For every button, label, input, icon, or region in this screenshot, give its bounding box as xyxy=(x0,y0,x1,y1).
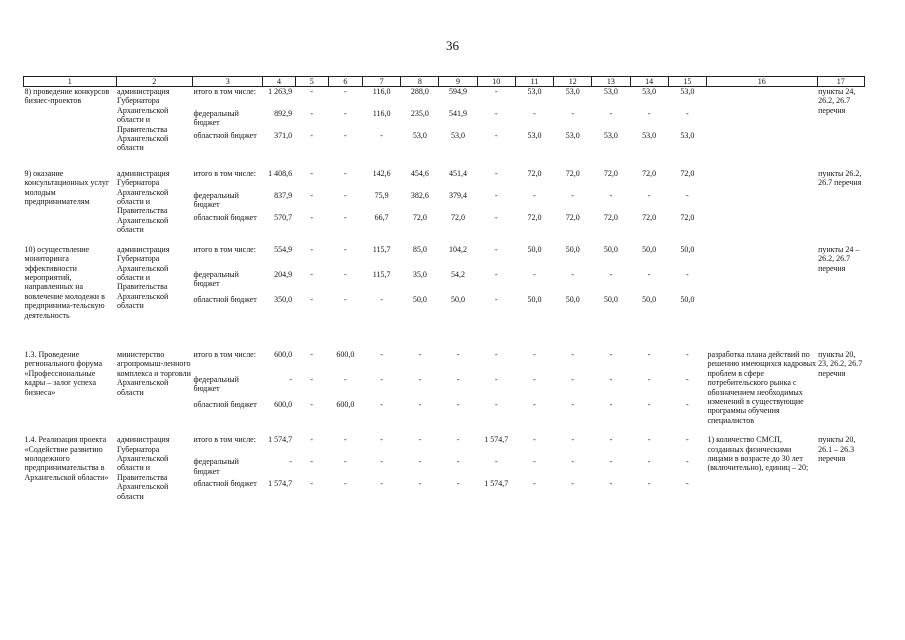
reference-items: пункты 20, 23, 26.2, 26.7 перечня xyxy=(818,349,863,378)
value-cell: - xyxy=(686,190,689,200)
value-cell: - xyxy=(609,108,613,118)
funding-source: итого в том числе: xyxy=(193,349,256,359)
value-cell: 50,0 xyxy=(527,294,542,304)
value-cell: 1 574,7 xyxy=(268,435,293,445)
value-cell: - xyxy=(310,130,314,140)
value-cell: - xyxy=(647,457,651,467)
reference-items: пункты 24, 26.2, 26.7 перечня xyxy=(818,87,856,115)
value-cell: - xyxy=(344,244,347,254)
funding-source: федеральный бюджет xyxy=(193,375,239,394)
spacer-cell xyxy=(24,425,865,435)
value-cell: - xyxy=(310,87,314,96)
value-cell: 50,0 xyxy=(565,294,580,304)
value-cell: - xyxy=(456,435,460,445)
value-cell: 66,7 xyxy=(374,212,389,222)
value-cell: - xyxy=(310,269,314,279)
value-cell: - xyxy=(571,349,575,359)
value-cell: 1 574,7 xyxy=(268,479,293,489)
value-cell: 53,0 xyxy=(527,87,542,96)
header-cell: 4 xyxy=(263,77,295,87)
value-cell: 50,0 xyxy=(680,244,695,254)
value-cell: 72,0 xyxy=(527,212,542,222)
value-cell: - xyxy=(494,349,498,359)
value-cell: - xyxy=(456,349,460,359)
value-cell: 235,0 xyxy=(410,108,429,118)
value-cell: - xyxy=(533,190,536,200)
value-cell: - xyxy=(571,108,575,118)
value-cell: - xyxy=(494,269,498,279)
value-cell: 600,0 xyxy=(274,349,293,359)
measure-name: 9) оказание консультационных услуг молодым предпринимателям xyxy=(24,168,110,207)
measure-name: 1.4. Реализация проекта «Содействие развитию молодежного предпринимательства в Архангельской области» xyxy=(24,435,109,482)
value-cell: 50,0 xyxy=(565,244,580,254)
funding-source: областной бюджет xyxy=(193,212,257,222)
value-cell: - xyxy=(289,457,293,467)
value-cell: 600,0 xyxy=(274,400,293,410)
value-cell: 1 574,7 xyxy=(484,479,509,489)
funding-source: итого в том числе: xyxy=(193,435,256,445)
value-cell: - xyxy=(647,190,651,200)
value-cell: 115,7 xyxy=(372,269,391,279)
row-spacer xyxy=(24,153,865,169)
header-cell: 8 xyxy=(401,77,439,87)
value-cell: 379,4 xyxy=(449,190,468,200)
header-cell: 11 xyxy=(515,77,553,87)
expected-result xyxy=(706,245,817,320)
value-cell: - xyxy=(533,108,536,118)
header-cell: 10 xyxy=(477,77,515,87)
value-cell: - xyxy=(344,130,347,140)
measure-name: 8) проведение конкурсов бизнес-проектов xyxy=(24,87,110,106)
value-cell: - xyxy=(344,190,347,200)
funding-source: областной бюджет xyxy=(193,400,257,410)
value-cell: - xyxy=(418,400,422,410)
value-cell: 53,0 xyxy=(412,130,427,140)
value-cell: 72,0 xyxy=(565,168,580,178)
value-cell: - xyxy=(494,244,498,254)
reference-items: пункты 26.2, 26.7 перечня xyxy=(818,168,862,188)
value-cell: - xyxy=(647,375,651,385)
header-cell: 7 xyxy=(362,77,400,87)
value-cell: - xyxy=(344,294,347,304)
value-cell: 53,0 xyxy=(603,87,618,96)
row-spacer xyxy=(24,235,865,245)
value-cell: 892,9 xyxy=(274,108,293,118)
value-cell: - xyxy=(571,269,575,279)
value-cell: 570,7 xyxy=(274,212,293,222)
value-cell: - xyxy=(418,435,422,445)
value-cell: 600,0 xyxy=(336,349,355,359)
value-cell: 53,0 xyxy=(680,130,695,140)
value-cell: - xyxy=(571,190,575,200)
value-cell: - xyxy=(310,168,314,178)
value-cell: - xyxy=(494,212,498,222)
reference-items: пункты 20, 26.1 – 26.3 перечня xyxy=(818,435,856,463)
value-cell: 35,0 xyxy=(412,269,427,279)
value-cell: - xyxy=(380,294,383,304)
value-cell: 142,6 xyxy=(372,168,391,178)
value-cell: - xyxy=(380,457,383,467)
header-cell: 2 xyxy=(116,77,192,87)
spacer-cell xyxy=(24,153,865,169)
value-cell: 454,6 xyxy=(410,168,429,178)
value-cell: - xyxy=(380,479,383,489)
funding-source: областной бюджет xyxy=(193,479,257,489)
value-cell: 53,0 xyxy=(451,130,466,140)
value-cell: - xyxy=(494,87,498,96)
value-cell: 72,0 xyxy=(451,212,466,222)
value-cell: - xyxy=(686,375,689,385)
value-cell: 53,0 xyxy=(642,130,657,140)
table-row xyxy=(24,245,865,270)
value-cell: - xyxy=(344,479,347,489)
value-cell: - xyxy=(344,168,347,178)
value-cell: - xyxy=(380,130,383,140)
funding-source: итого в том числе: xyxy=(193,244,256,254)
value-cell: - xyxy=(494,457,498,467)
header-cell: 5 xyxy=(295,77,328,87)
value-cell: 72,0 xyxy=(603,168,618,178)
value-cell: 451,4 xyxy=(449,168,468,178)
value-cell: - xyxy=(310,457,314,467)
value-cell: 72,0 xyxy=(680,212,695,222)
value-cell: - xyxy=(494,294,498,304)
value-cell: 288,0 xyxy=(410,87,429,96)
value-cell: - xyxy=(609,269,613,279)
value-cell: 53,0 xyxy=(565,87,580,96)
value-cell: - xyxy=(380,375,383,385)
value-cell: - xyxy=(609,479,613,489)
value-cell: 50,0 xyxy=(680,294,695,304)
funding-source: федеральный бюджет xyxy=(193,108,239,128)
page-number: 36 xyxy=(446,38,459,53)
value-cell: 50,0 xyxy=(412,294,427,304)
value-cell: 53,0 xyxy=(642,87,657,96)
funding-source: федеральный бюджет xyxy=(193,190,239,210)
value-cell: - xyxy=(533,269,536,279)
value-cell: - xyxy=(494,375,498,385)
value-cell: 116,0 xyxy=(372,108,391,118)
value-cell: - xyxy=(609,457,613,467)
funding-source: областной бюджет xyxy=(193,294,257,304)
value-cell: - xyxy=(686,400,689,410)
value-cell: 72,0 xyxy=(603,212,618,222)
header-cell: 6 xyxy=(328,77,362,87)
table-row xyxy=(24,435,865,457)
value-cell: - xyxy=(533,457,536,467)
value-cell: - xyxy=(571,457,575,467)
value-cell: - xyxy=(310,400,314,410)
value-cell: - xyxy=(344,87,347,96)
measure-name: 1.3. Проведение регионального форума «Профессиональные кадры – залог успеха бизнеса» xyxy=(24,349,103,397)
value-cell: - xyxy=(571,479,575,489)
value-cell: 54,2 xyxy=(451,269,466,279)
funding-source: федеральный бюджет xyxy=(193,269,239,289)
value-cell: - xyxy=(310,375,314,385)
value-cell: - xyxy=(289,375,293,385)
value-cell: - xyxy=(647,435,651,445)
value-cell: - xyxy=(380,400,383,410)
value-cell: 85,0 xyxy=(412,244,427,254)
header-cell: 12 xyxy=(554,77,592,87)
value-cell: - xyxy=(533,435,536,445)
value-cell: - xyxy=(686,435,689,445)
value-cell: - xyxy=(571,400,575,410)
value-cell: - xyxy=(310,190,314,200)
funding-source: итого в том числе: xyxy=(193,168,256,178)
value-cell: 50,0 xyxy=(603,244,618,254)
value-cell: 371,0 xyxy=(274,130,293,140)
value-cell: - xyxy=(609,375,613,385)
value-cell: - xyxy=(344,375,347,385)
value-cell: - xyxy=(647,269,651,279)
responsible-org: администрация Губернатора Архангельской области и Правительства Архангельской области xyxy=(117,87,170,153)
expected-result xyxy=(706,87,817,153)
value-cell: - xyxy=(533,479,536,489)
row-spacer xyxy=(24,320,865,350)
value-cell: - xyxy=(418,457,422,467)
table-row xyxy=(24,350,865,375)
value-cell: - xyxy=(310,479,314,489)
value-cell: - xyxy=(380,349,383,359)
value-cell: - xyxy=(344,457,347,467)
value-cell: - xyxy=(494,108,498,118)
expected-result: разработка плана действий по решению имеющихся кадровых проблем в сфере потребительского рынка с обозначением необходимых изменений в существующие программы обучения специалистов xyxy=(707,349,817,425)
value-cell: - xyxy=(456,400,460,410)
value-cell: 116,0 xyxy=(372,87,391,96)
value-cell: - xyxy=(310,435,314,445)
value-cell: 50,0 xyxy=(603,294,618,304)
value-cell: 72,0 xyxy=(565,212,580,222)
value-cell: 53,0 xyxy=(603,130,618,140)
header-cell: 16 xyxy=(706,77,817,87)
value-cell: - xyxy=(456,479,460,489)
table-row xyxy=(24,169,865,191)
reference-items: пункты 24 – 26.2, 26.7 перечня xyxy=(818,244,860,273)
value-cell: 204,9 xyxy=(274,269,293,279)
value-cell: - xyxy=(609,190,613,200)
table-row xyxy=(24,87,865,109)
value-cell: 53,0 xyxy=(527,130,542,140)
value-cell: 104,2 xyxy=(449,244,468,254)
value-cell: - xyxy=(344,108,347,118)
program-table xyxy=(23,76,865,501)
value-cell: 1 574,7 xyxy=(484,435,509,445)
value-cell: 75,9 xyxy=(374,190,389,200)
value-cell: - xyxy=(609,435,613,445)
value-cell: - xyxy=(686,457,689,467)
value-cell: - xyxy=(686,269,689,279)
value-cell: 1 408,6 xyxy=(268,168,293,178)
value-cell: - xyxy=(310,108,314,118)
responsible-org: администрация Губернатора Архангельской области и Правительства Архангельской области xyxy=(117,168,170,235)
value-cell: - xyxy=(686,108,689,118)
value-cell: 1 263,9 xyxy=(268,87,293,96)
header-row xyxy=(24,77,865,87)
value-cell: 594,9 xyxy=(449,87,468,96)
funding-source: федеральный бюджет xyxy=(193,457,239,476)
value-cell: - xyxy=(418,375,422,385)
value-cell: 50,0 xyxy=(642,244,657,254)
value-cell: 72,0 xyxy=(527,168,542,178)
value-cell: - xyxy=(533,375,536,385)
value-cell: - xyxy=(647,108,651,118)
value-cell: - xyxy=(344,212,347,222)
header-cell: 1 xyxy=(24,77,117,87)
value-cell: - xyxy=(686,479,689,489)
measure-name: 10) осуществление мониторинга эффективности мероприятий, направленных на вовлечение молодежи в предпринима-тельскую деятельность xyxy=(24,244,105,320)
value-cell: - xyxy=(647,479,651,489)
funding-source: областной бюджет xyxy=(193,130,257,140)
value-cell: - xyxy=(494,400,498,410)
value-cell: 72,0 xyxy=(412,212,427,222)
responsible-org: администрация Губернатора Архангельской области и Правительства Архангельской области xyxy=(117,244,170,311)
value-cell: - xyxy=(310,244,314,254)
header-cell: 15 xyxy=(668,77,706,87)
value-cell: 50,0 xyxy=(527,244,542,254)
value-cell: 72,0 xyxy=(642,212,657,222)
header-cell: 13 xyxy=(592,77,630,87)
value-cell: 541,9 xyxy=(449,108,468,118)
value-cell: 72,0 xyxy=(642,168,657,178)
value-cell: - xyxy=(418,479,422,489)
value-cell: - xyxy=(686,349,689,359)
value-cell: - xyxy=(609,349,613,359)
value-cell: - xyxy=(571,435,575,445)
header-cell: 14 xyxy=(630,77,668,87)
spacer-cell xyxy=(24,235,865,245)
value-cell: - xyxy=(533,400,536,410)
value-cell: - xyxy=(310,294,314,304)
value-cell: - xyxy=(571,375,575,385)
value-cell: - xyxy=(310,349,314,359)
value-cell: 72,0 xyxy=(680,168,695,178)
value-cell: 600,0 xyxy=(336,400,355,410)
value-cell: - xyxy=(310,212,314,222)
value-cell: - xyxy=(647,400,651,410)
value-cell: 837,9 xyxy=(274,190,293,200)
value-cell: - xyxy=(456,375,460,385)
value-cell: 53,0 xyxy=(680,87,695,96)
header-cell: 3 xyxy=(193,77,263,87)
value-cell: - xyxy=(494,190,498,200)
header-cell: 9 xyxy=(439,77,477,87)
value-cell: - xyxy=(494,130,498,140)
value-cell: 554,9 xyxy=(274,244,293,254)
value-cell: 53,0 xyxy=(565,130,580,140)
value-cell: - xyxy=(418,349,422,359)
value-cell: 350,0 xyxy=(274,294,293,304)
header-cell: 17 xyxy=(817,77,864,87)
spacer-cell xyxy=(24,320,865,350)
value-cell: - xyxy=(344,269,347,279)
funding-source: итого в том числе: xyxy=(193,87,256,96)
expected-result: 1) количество СМСП, созданных физическими лицами в возрасте до 30 лет (включительно), единиц – 20; xyxy=(707,435,809,473)
value-cell: - xyxy=(380,435,383,445)
value-cell: - xyxy=(456,457,460,467)
responsible-org: министерство агропромыш-ленного комплекса и торговли Архангельской области xyxy=(117,349,191,397)
value-cell: 382,6 xyxy=(410,190,429,200)
expected-result xyxy=(706,169,817,235)
value-cell: 50,0 xyxy=(642,294,657,304)
value-cell: - xyxy=(344,435,347,445)
value-cell: - xyxy=(647,349,651,359)
value-cell: 50,0 xyxy=(451,294,466,304)
value-cell: - xyxy=(609,400,613,410)
row-spacer xyxy=(24,425,865,435)
value-cell: - xyxy=(533,349,536,359)
responsible-org: администрация Губернатора Архангельской области и Правительства Архангельской области xyxy=(117,435,170,501)
value-cell: 115,7 xyxy=(372,244,391,254)
value-cell: - xyxy=(494,168,498,178)
